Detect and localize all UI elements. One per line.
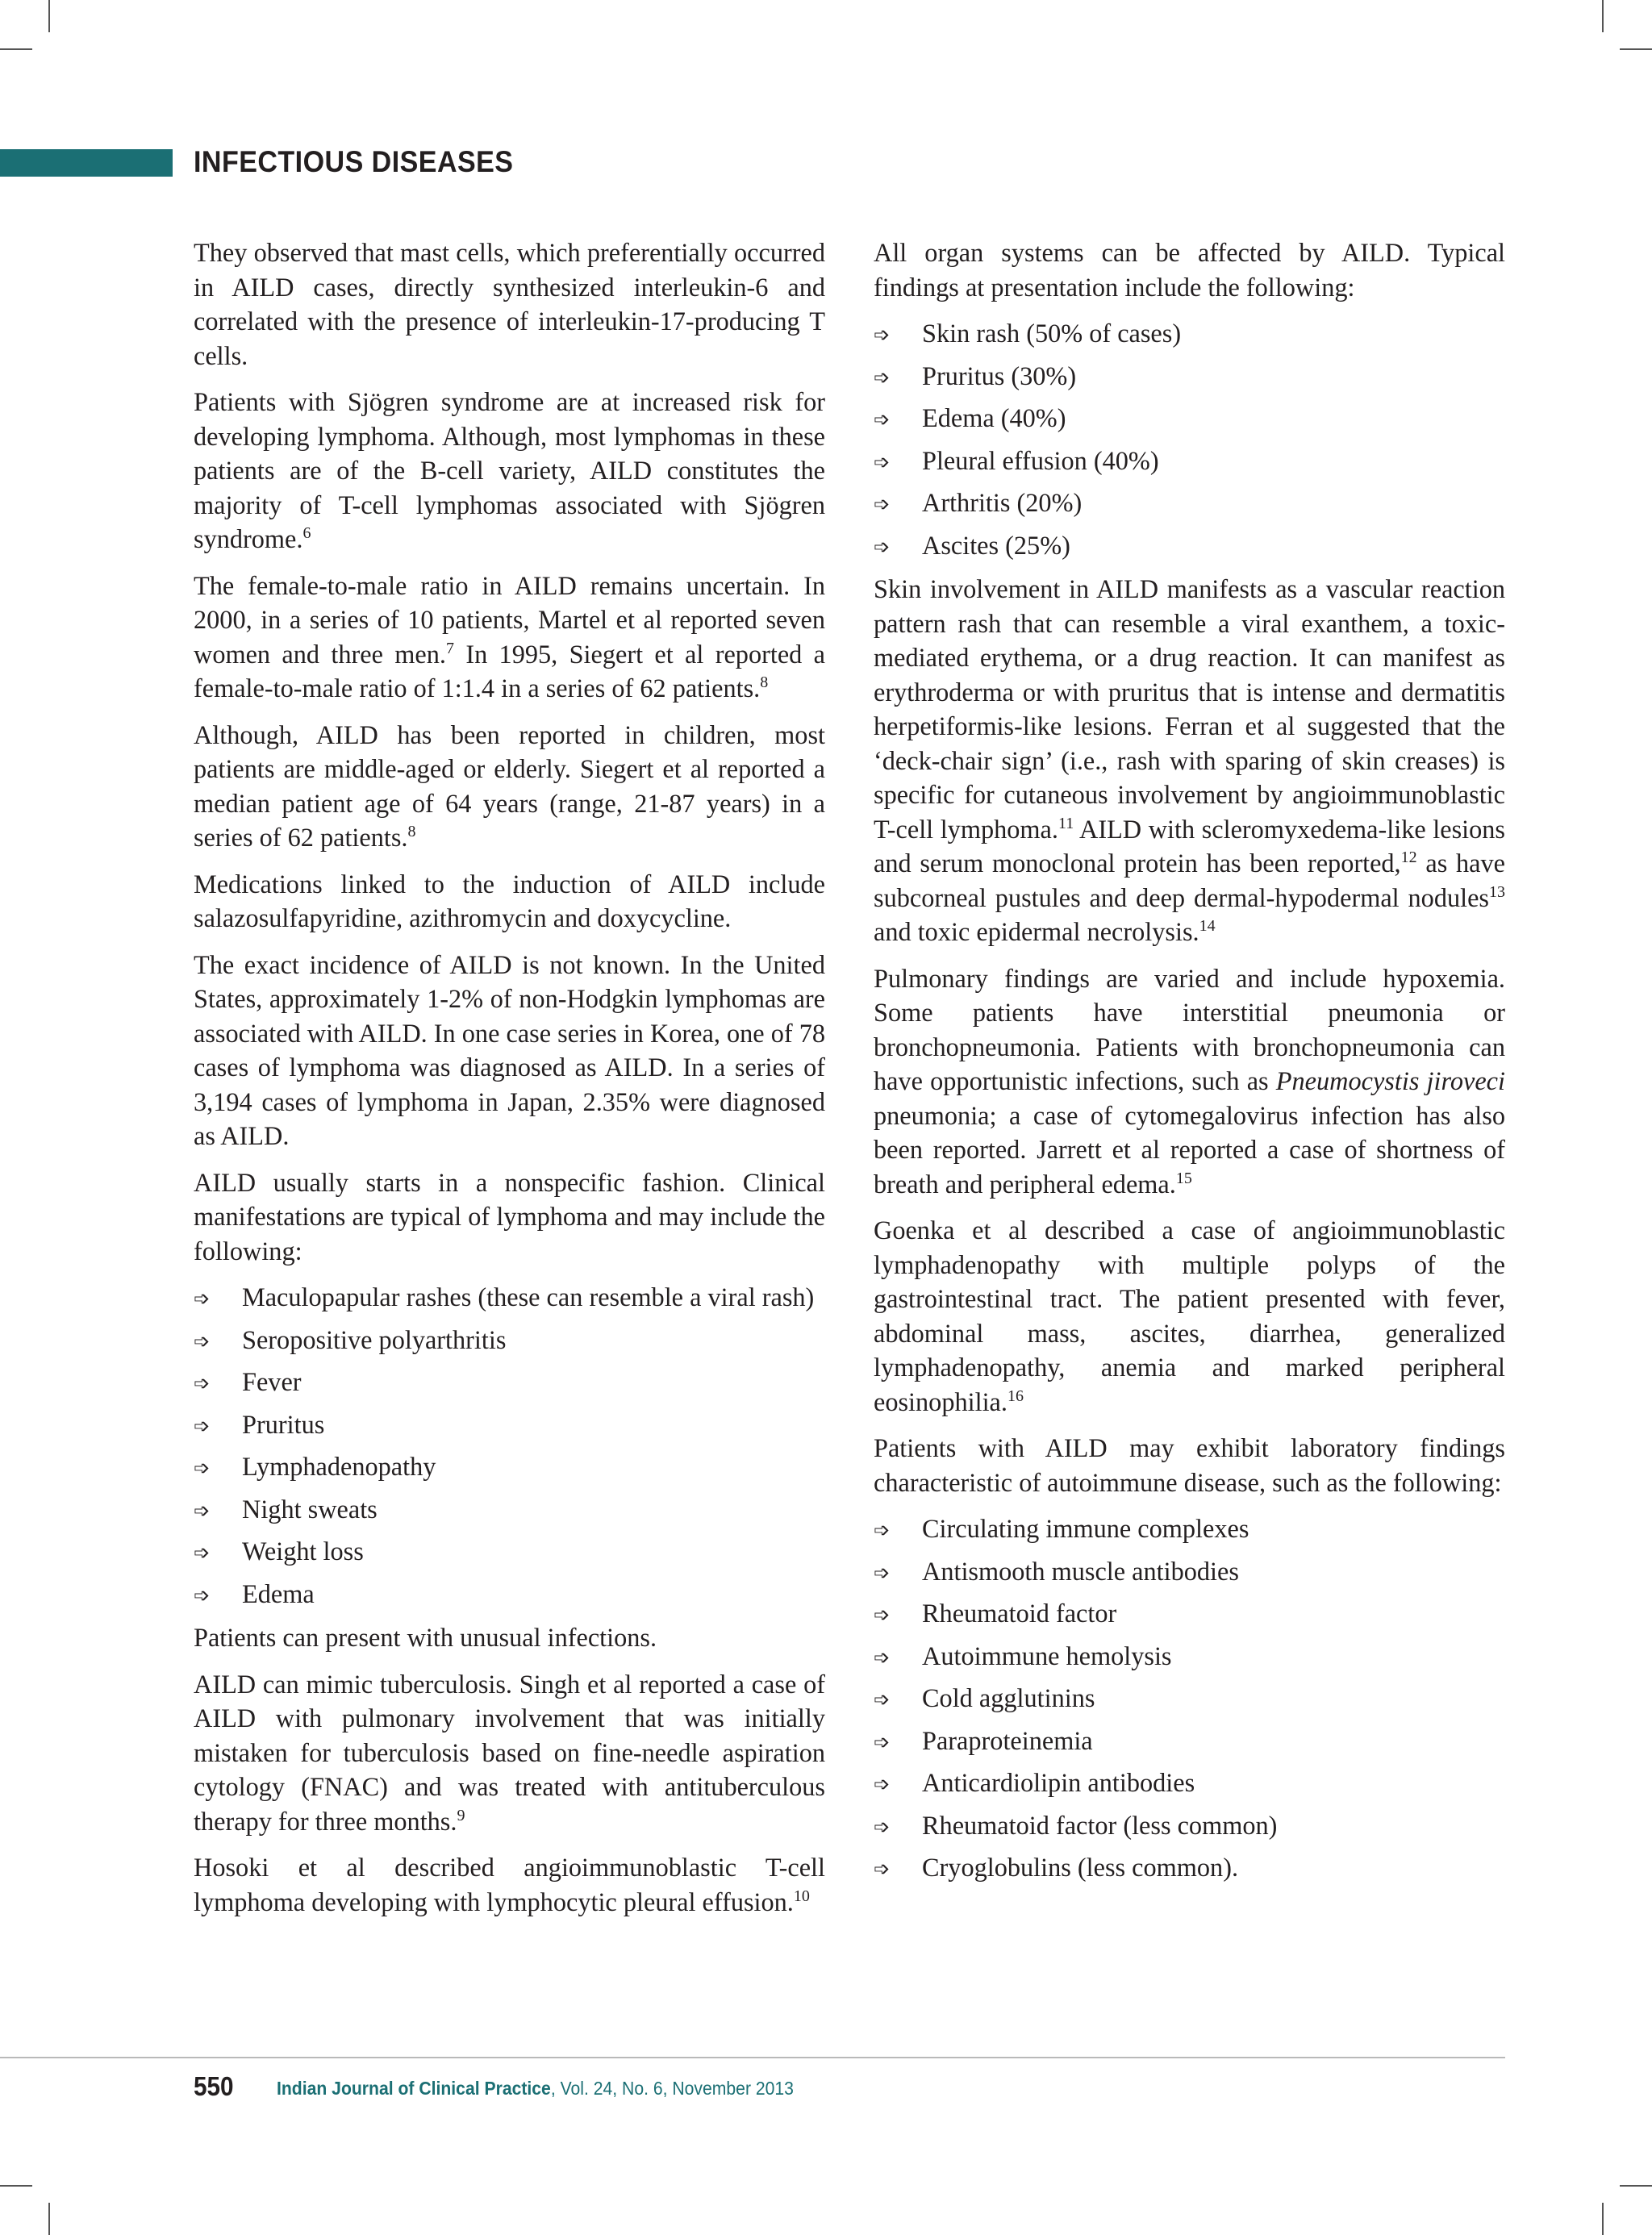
citation-ref: 9	[457, 1806, 465, 1824]
citation-ref: 11	[1058, 814, 1074, 832]
paragraph: The female-to-male ratio in AILD remains uncertain. In 2000, in a series of 10 patients, Martel et al reported seven women and three men.$^7$ In 1995, Siegert et al reported a female-to-male ratio of 1:1.4 in a series of 62 patients.$^8$	[194, 570, 825, 703]
list-item: ➩ Pruritus (30%)	[874, 359, 1505, 394]
list-item: ➩ Night sweats	[194, 1492, 825, 1527]
footer-rule	[0, 2057, 1505, 2058]
crop-mark	[1602, 2203, 1604, 2235]
paragraph: Skin involvement in AILD manifests as a vascular reaction pattern rash that can resemble a viral exanthem, a toxic-mediated erythema, or a drug reaction. It can manifest as erythroderma or with pruritus that is intense and dermatitis herpetiformis-like lesions. Ferran et al suggested that the ‘deck-chair sign’ (i.e., rash with sparing of skin creases) is specific for cutaneous involvement by angioimmunoblastic T-cell lymphoma.$^{11}$ AILD with scleromyxedema-like lesions and serum monoclonal protein has been reported,$^{12}$ as have subcorneal pustules and deep dermal-hypodermal nodules$^{13}$ and toxic epidermal necrolysis.$^{14}$	[874, 574, 1505, 946]
citation-ref: 15	[1175, 1169, 1192, 1187]
citation-ref: 14	[1199, 917, 1216, 935]
crop-mark	[1620, 2185, 1652, 2187]
citation-ref: 16	[1007, 1386, 1024, 1405]
list-item: ➩ Lymphadenopathy	[194, 1449, 825, 1484]
paragraph: Hosoki et al described angioimmunoblastic T-cell lymphoma developing with lymphocytic pleural effusion.$^{10}$	[194, 1853, 825, 1916]
journal-name: Indian Journal of Clinical Practice	[277, 2078, 551, 2099]
citation-ref: 12	[1400, 849, 1417, 866]
list-item: ➩ Edema (40%)	[874, 401, 1505, 436]
list-item: ➩ Paraproteinemia	[874, 1724, 1505, 1758]
crop-mark	[0, 48, 32, 50]
citation-ref: 8	[760, 673, 769, 691]
list-item: ➩ Rheumatoid factor (less common)	[874, 1808, 1505, 1843]
paragraph: Medications linked to the induction of AILD include salazosulfapyridine, azithromycin and doxycycline.	[194, 869, 825, 932]
list-item: ➩ Rheumatoid factor	[874, 1596, 1505, 1631]
list-item: ➩ Pleural effusion (40%)	[874, 444, 1505, 478]
paragraph: Although, AILD has been reported in children, most patients are middle-aged or elderly. Siegert et al reported a median patient age of 64 years (range, 21-87 years) in a series of 62 patients.$^8$	[194, 719, 825, 852]
bullet-list	[194, 1280, 825, 1611]
paragraph: Patients can present with unusual infections.	[194, 1623, 657, 1652]
paragraph: AILD usually starts in a nonspecific fashion. Clinical manifestations are typical of lymphoma and may include the following:	[194, 1167, 825, 1266]
italic-term: Pneumocystis jiroveci	[1275, 1066, 1505, 1095]
paragraph: Patients with AILD may exhibit laboratory findings characteristic of autoimmune disease, such as the following:	[874, 1433, 1505, 1497]
left-column	[194, 236, 825, 1931]
list-item: ➩ Antismooth muscle antibodies	[874, 1554, 1505, 1589]
bullet-list	[874, 1512, 1505, 1885]
citation-ref: 8	[407, 823, 416, 840]
paragraph: All organ systems can be affected by AILD. Typical findings at presentation include the following:	[874, 238, 1505, 302]
citation-ref: 10	[793, 1887, 810, 1905]
paragraph: The exact incidence of AILD is not known. In the United States, approximately 1-2% of non-Hodgkin lymphomas are associated with AILD. In one case series in Korea, one of 78 cases of lymphoma was diagnosed as AILD. In a series of 3,194 cases of lymphoma in Japan, 2.35% were diagnosed as AILD.	[194, 949, 825, 1150]
section-color-bar	[0, 149, 173, 177]
section-title: INFECTIOUS DISEASES	[194, 145, 514, 178]
list-item: ➩ Circulating immune complexes	[874, 1512, 1505, 1546]
list-item: ➩ Maculopapular rashes (these can resemble a viral rash)	[194, 1280, 825, 1315]
list-item: ➩ Cryoglobulins (less common).	[874, 1850, 1505, 1885]
list-item: ➩ Cold agglutinins	[874, 1681, 1505, 1716]
paragraph: They observed that mast cells, which preferentially occurred in AILD cases, directly synthesized interleukin-6 and correlated with the presence of interleukin-17-producing T cells.	[194, 238, 825, 370]
list-item: ➩ Fever	[194, 1365, 825, 1399]
list-item: ➩ Edema	[194, 1577, 825, 1612]
crop-mark	[1602, 0, 1604, 32]
list-item: ➩ Autoimmune hemolysis	[874, 1639, 1505, 1674]
paragraph: AILD can mimic tuberculosis. Singh et al reported a case of AILD with pulmonary involvement that was initially mistaken for tuberculosis based on fine-needle aspiration cytology (FNAC) and was treated with antituberculous therapy for three months.$^9$	[194, 1669, 825, 1836]
page-number: 550	[194, 2071, 234, 2101]
list-item: ➩ Weight loss	[194, 1534, 825, 1569]
bullet-list	[874, 316, 1505, 562]
paragraph: Goenka et al described a case of angioimmunoblastic lymphadenopathy with multiple polyps of the gastrointestinal tract. The patient presented with fever, abdominal mass, ascites, diarrhea, generalized lymphadenopathy, anemia and marked peripheral eosinophilia.$^{16}$	[874, 1215, 1505, 1416]
crop-mark	[1620, 48, 1652, 50]
crop-mark	[0, 2185, 32, 2187]
list-item: ➩ Arthritis (20%)	[874, 486, 1505, 520]
paragraph: Patients with Sjögren syndrome are at increased risk for developing lymphoma. Although, most lymphomas in these patients are of the B-cell variety, AILD constitutes the majority of T-cell lymphomas associated with Sjögren syndrome.$^6$	[194, 387, 825, 553]
citation-ref: 7	[445, 639, 454, 657]
list-item: ➩ Ascites (25%)	[874, 528, 1505, 563]
list-item: ➩ Pruritus	[194, 1407, 825, 1442]
list-item: ➩ Skin rash (50% of cases)	[874, 316, 1505, 351]
journal-issue: , Vol. 24, No. 6, November 2013	[550, 2078, 794, 2099]
journal-citation	[277, 2078, 794, 2099]
citation-ref: 13	[1489, 882, 1505, 901]
crop-mark	[48, 2203, 50, 2235]
citation-ref: 6	[302, 524, 311, 542]
right-column	[874, 236, 1505, 1895]
list-item: ➩ Anticardiolipin antibodies	[874, 1766, 1505, 1800]
crop-mark	[48, 0, 50, 32]
paragraph: Pulmonary findings are varied and include hypoxemia. Some patients have interstitial pneumonia or bronchopneumonia. Patients with bronchopneumonia can have opportunistic infections, such as Pneumocystis jiroveci pneumonia; a case of cytomegalovirus infection has also been reported. Jarrett et al reported a case of shortness of breath and peripheral edema.$^{15}$	[874, 963, 1505, 1199]
list-item: ➩ Seropositive polyarthritis	[194, 1323, 825, 1357]
